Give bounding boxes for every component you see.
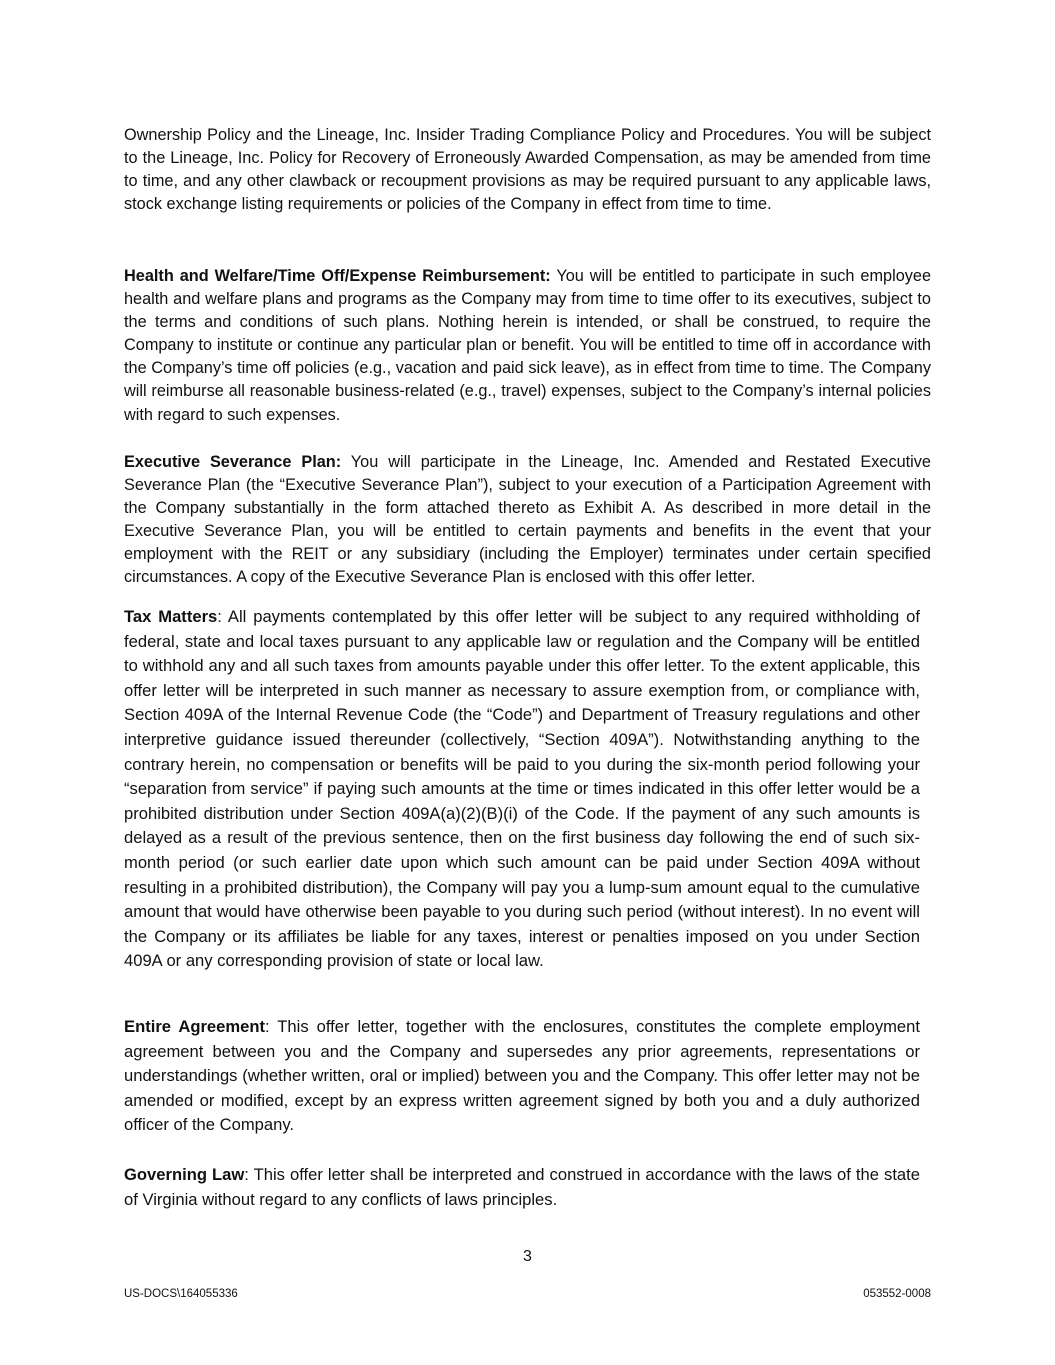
paragraph-body: : All payments contemplated by this offer letter will be subject to any required withholding of federal, state and local taxes pursuant to any applicable law or regulation and the Company will be entitled to withhold any and all such taxes from amounts payable under this offer letter. To the extent applicable, this offer letter will be interpreted in such manner as necessary to assure exemption from, or compliance with, Section 409A of the Internal Revenue Code (the “Code”) and Department of Treasury regulations and other interpretive guidance issued thereunder (collectively, “Section 409A”). Notwithstanding anything to the contrary herein, no compensation or benefits will be paid to you during the six-month period following your “separation from service” if paying such amounts at the time or times indicated in this offer letter would be a prohibited distribution under Section 409A(a)(2)(B)(i) of the Code. If the payment of any such amounts is delayed as a result of the previous sentence, then on the first business day following the end of such six-month period (or such earlier date upon which such amount can be paid under Section 409A without resulting in a prohibited distribution), the Company will pay you a lump-sum amount equal to the cumulative amount that would have otherwise been payable to you during such period (without interest). In no event will the Company or its affiliates be liable for any taxes, interest or penalties imposed on you under Section 409A or any corresponding provision of state or local law. bbox=[124, 607, 920, 971]
paragraph-body: : This offer letter shall be interpreted and construed in accordance with the laws of the state of Virginia without regard to any conflicts of laws principles. bbox=[124, 1165, 920, 1209]
paragraph-heading: Entire Agreement bbox=[124, 1017, 266, 1036]
paragraph-tax-matters bbox=[124, 605, 920, 974]
paragraph-heading: Executive Severance Plan: bbox=[124, 453, 342, 471]
paragraph-body: : This offer letter, together with the enclosures, constitutes the complete employment agreement between you and the Company and supersedes any prior agreements, representations or understandings (whether written, oral or implied) between you and the Company. This offer letter may not be amended or modified, except by an express written agreement signed by both you and a duly authorized officer of the Company. bbox=[124, 1017, 921, 1135]
paragraph-body: Ownership Policy and the Lineage, Inc. Insider Trading Compliance Policy and Procedures. You will be subject to the Lineage, Inc. Policy for Recovery of Erroneously Awarded Compensation, as may be amended from time to time, and any other clawback or recoupment provisions as may be required pursuant to any applicable laws, stock exchange listing requirements or policies of the Company in effect from time to time. bbox=[124, 126, 931, 214]
footer-document-id: US-DOCS\164055336 bbox=[124, 1288, 238, 1300]
paragraph-heading: Health and Welfare/Time Off/Expense Reimbursement: bbox=[124, 267, 551, 285]
paragraph-ownership-policy bbox=[124, 124, 931, 216]
paragraph-health-welfare bbox=[124, 265, 931, 427]
paragraph-executive-severance bbox=[124, 451, 931, 590]
footer-matter-number: 053552-0008 bbox=[863, 1288, 931, 1300]
paragraph-heading: Governing Law bbox=[124, 1165, 245, 1184]
paragraph-entire-agreement bbox=[124, 1015, 920, 1138]
paragraph-governing-law bbox=[124, 1163, 920, 1212]
paragraph-body: You will be entitled to participate in such employee health and welfare plans and programs as the Company may from time to time offer to its executives, subject to the terms and conditions of such plans. Nothing herein is intended, or shall be construed, to require the Company to institute or continue any particular plan or benefit. You will be entitled to time off in accordance with the Company’s time off policies (e.g., vacation and paid sick leave), as in effect from time to time. The Company will reimburse all reasonable business-related (e.g., travel) expenses, subject to the Company’s internal policies with regard to such expenses. bbox=[124, 267, 932, 424]
page-number: 3 bbox=[523, 1248, 532, 1265]
paragraph-body: You will participate in the Lineage, Inc. Amended and Restated Executive Severance Plan (the “Executive Severance Plan”), subject to your execution of a Participation Agreement with the Company substantially in the form attached thereto as Exhibit A. As described in more detail in the Executive Severance Plan, you will be entitled to certain payments and benefits in the event that your employment with the REIT or any subsidiary (including the Employer) terminates under certain specified circumstances. A copy of the Executive Severance Plan is enclosed with this offer letter. bbox=[124, 453, 931, 587]
paragraph-heading: Tax Matters bbox=[124, 607, 218, 626]
